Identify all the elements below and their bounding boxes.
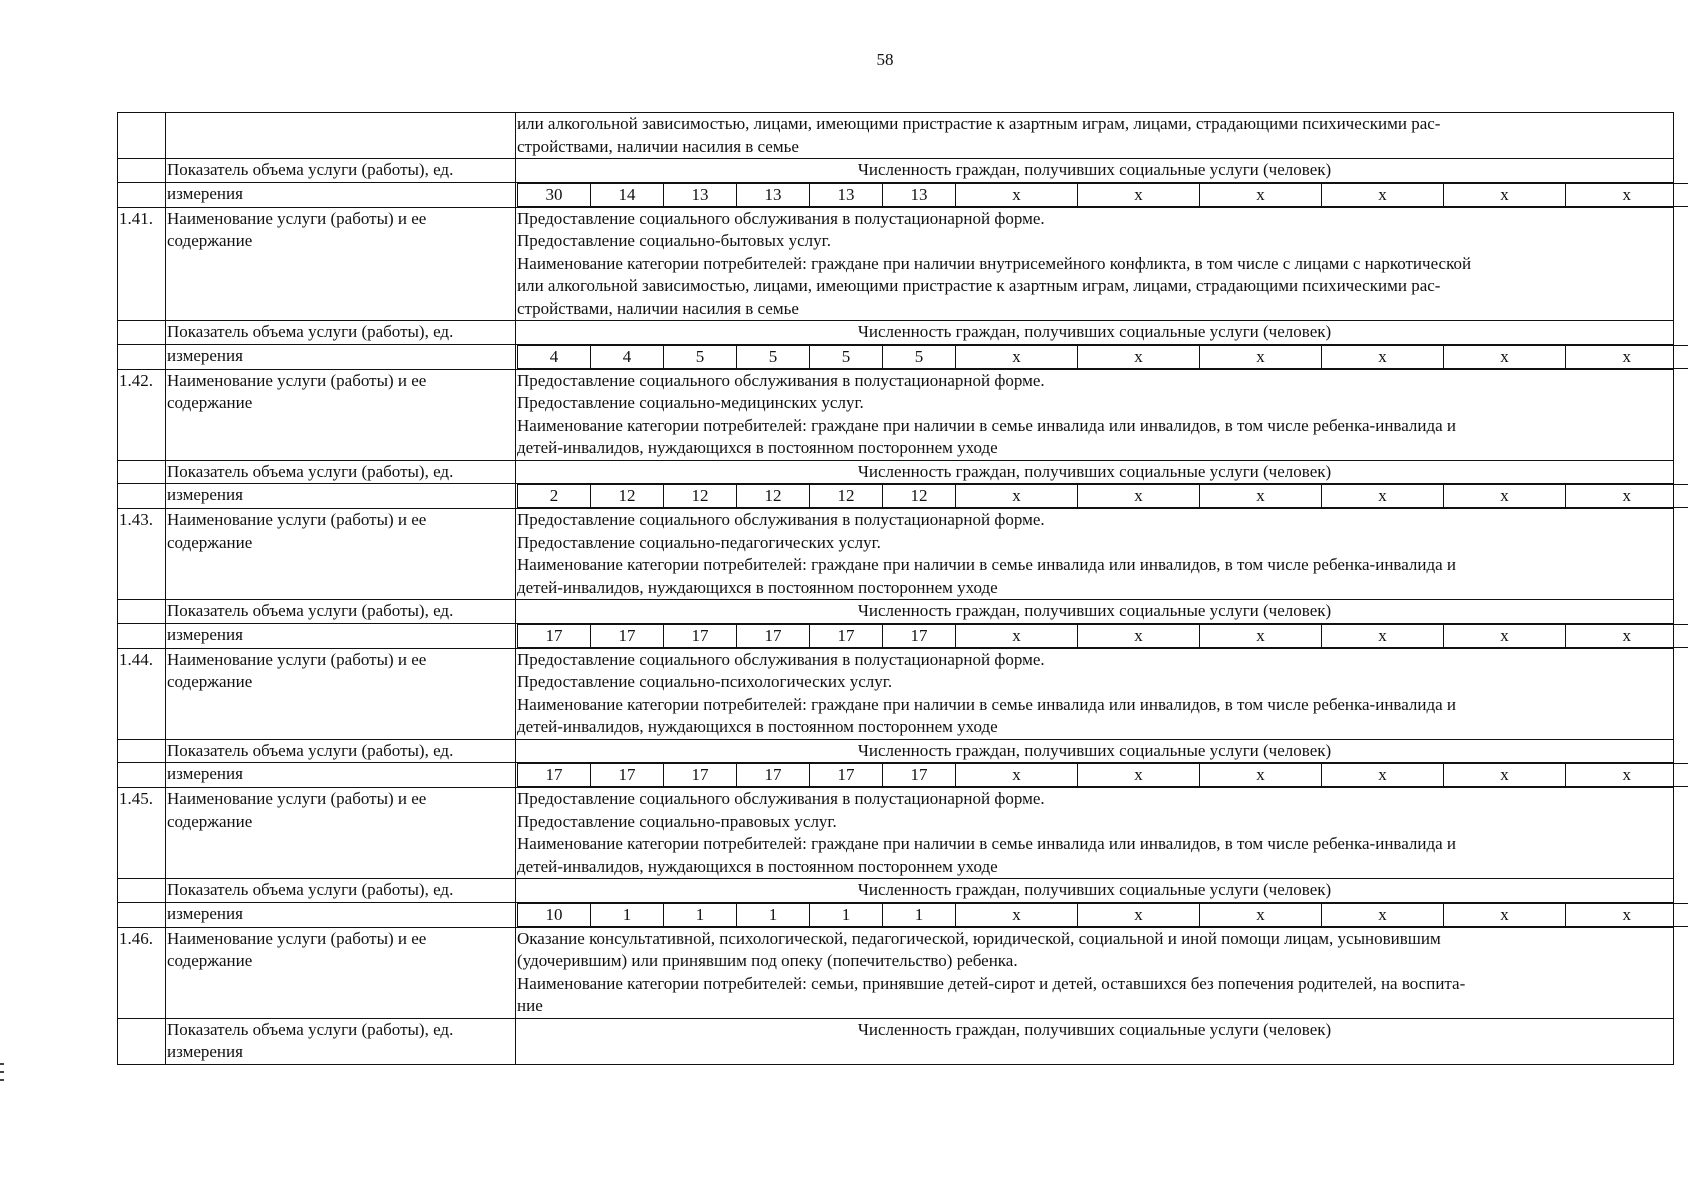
content-line: или алкогольной зависимостью, лицами, имеющими пристрастие к азартным играм, лицами, страдающими психическими рас- — [517, 276, 1441, 295]
item-number: 1.46. — [118, 927, 166, 1018]
value-cell: 4 — [518, 345, 591, 368]
indicator-label-cont — [166, 623, 516, 648]
value-cell: х — [1566, 764, 1688, 787]
service-row — [118, 369, 1674, 460]
indicator-value-text — [516, 460, 1674, 484]
values-cell — [516, 182, 1674, 207]
service-row — [118, 648, 1674, 739]
value-cell: 13 — [810, 183, 883, 206]
indicator-label — [166, 159, 516, 183]
values-row — [517, 624, 1688, 648]
content-line: Предоставление социального обслуживания в полустационарной форме. — [517, 789, 1045, 808]
indicator-value-text — [516, 879, 1674, 903]
value-cell: х — [1078, 485, 1200, 508]
service-name-label — [166, 648, 516, 739]
content-line: Предоставление социально-бытовых услуг. — [517, 231, 831, 250]
empty-cell — [118, 739, 166, 763]
margin-mark — [0, 1071, 4, 1073]
indicator-text: Численность граждан, получивших социальные услуги (человек) — [857, 461, 1332, 481]
content-line: Предоставление социально-медицинских услуг. — [517, 393, 864, 412]
values-row — [517, 763, 1688, 787]
empty-cell — [118, 321, 166, 345]
name-label-line: содержание — [167, 672, 253, 691]
value-cell: х — [1566, 183, 1688, 206]
service-row — [118, 927, 1674, 1018]
value-cell: х — [1078, 764, 1200, 787]
content-line: детей-инвалидов, нуждающихся в постоянном постороннем уходе — [517, 717, 998, 736]
indicator-label — [166, 600, 516, 624]
name-label-line: содержание — [167, 951, 253, 970]
indicator-value-text — [516, 1018, 1674, 1064]
value-cell: 17 — [737, 764, 810, 787]
value-cell: 10 — [518, 903, 591, 926]
service-name-label — [166, 927, 516, 1018]
indicator-row — [118, 1018, 1674, 1064]
value-cell: 17 — [518, 764, 591, 787]
value-cell: 17 — [518, 624, 591, 647]
item-number: 1.43. — [118, 509, 166, 600]
value-cell: 13 — [883, 183, 956, 206]
indicator-label-line: Показатель объема услуги (работы), ед. — [167, 740, 454, 760]
value-cell: х — [1200, 624, 1322, 647]
margin-mark — [0, 1079, 4, 1081]
name-label-line: Наименование услуги (работы) и ее — [167, 649, 427, 669]
indicator-label-line: измерения — [167, 624, 243, 644]
service-content — [516, 207, 1674, 321]
indicator-row — [118, 739, 1674, 763]
value-cell: х — [956, 903, 1078, 926]
name-label-line: содержание — [167, 393, 253, 412]
indicator-label-line: Показатель объема услуги (работы), ед. — [167, 1019, 454, 1039]
empty-cell — [118, 113, 166, 159]
value-cell: х — [1200, 764, 1322, 787]
value-cell: 12 — [810, 485, 883, 508]
value-cell: 1 — [737, 903, 810, 926]
indicator-label-cont — [166, 763, 516, 788]
indicator-label-line: Показатель объема услуги (работы), ед. — [167, 880, 454, 899]
value-cell: х — [1566, 624, 1688, 647]
value-cell: 5 — [883, 345, 956, 368]
item-number: 1.41. — [118, 207, 166, 321]
value-cell: х — [1322, 764, 1444, 787]
page-number: 58 — [876, 50, 894, 69]
value-cell: х — [1322, 624, 1444, 647]
name-label-line: содержание — [167, 811, 253, 831]
service-row — [118, 509, 1674, 600]
indicator-label-cont — [166, 344, 516, 369]
content-line: Предоставление социального обслуживания в полустационарной форме. — [517, 510, 1045, 529]
values-table-row — [118, 623, 1674, 648]
content-line: Наименование категории потребителей: граждане при наличии в семье инвалида или инвалидов, в том числе ребенка-инвалида и — [517, 555, 1457, 574]
indicator-value-text — [516, 600, 1674, 624]
value-cell: 17 — [664, 764, 737, 787]
name-label-line: Наименование услуги (работы) и ее — [167, 370, 427, 390]
value-cell: 17 — [737, 624, 810, 647]
indicator-value-text — [516, 321, 1674, 345]
indicator-text: Численность граждан, получивших социальные услуги (человек) — [857, 740, 1332, 760]
values-cell — [516, 763, 1674, 788]
service-name-label — [166, 369, 516, 460]
indicator-label-line: измерения — [167, 1042, 243, 1061]
value-cell: х — [1444, 764, 1566, 787]
content-line: детей-инвалидов, нуждающихся в постоянном постороннем уходе — [517, 856, 998, 876]
value-cell: х — [1322, 485, 1444, 508]
value-cell: 17 — [883, 764, 956, 787]
indicator-label — [166, 321, 516, 345]
values-table-row — [118, 902, 1674, 927]
indicator-label-line: измерения — [167, 485, 243, 504]
empty-cell — [118, 159, 166, 183]
content-line: Наименование категории потребителей: граждане при наличии в семье инвалида или инвалидов, в том числе ребенка-инвалида и — [517, 834, 1457, 853]
values-row — [517, 903, 1688, 927]
values-table-row — [118, 182, 1674, 207]
indicator-label — [166, 739, 516, 763]
values-cell — [516, 623, 1674, 648]
value-cell: 12 — [737, 485, 810, 508]
value-cell: х — [1078, 624, 1200, 647]
item-number: 1.42. — [118, 369, 166, 460]
value-cell: х — [956, 345, 1078, 368]
values-cell — [516, 902, 1674, 927]
empty-cell — [118, 460, 166, 484]
service-content — [516, 788, 1674, 879]
indicator-label-line: измерения — [167, 183, 243, 203]
indicator-text: Численность граждан, получивших социальные услуги (человек) — [857, 1019, 1332, 1039]
name-label-line: Наименование услуги (работы) и ее — [167, 789, 427, 808]
indicator-label-line: Показатель объема услуги (работы), ед. — [167, 601, 454, 620]
continuation-content — [516, 113, 1674, 159]
service-content — [516, 509, 1674, 600]
indicator-row — [118, 321, 1674, 345]
empty-cell — [118, 182, 166, 207]
service-content — [516, 648, 1674, 739]
value-cell: 17 — [883, 624, 956, 647]
indicator-label-line: Показатель объема услуги (работы), ед. — [167, 461, 454, 481]
content-line: Предоставление социального обслуживания в полустационарной форме. — [517, 370, 1045, 390]
empty-cell — [118, 623, 166, 648]
content-line: детей-инвалидов, нуждающихся в постоянном постороннем уходе — [517, 577, 998, 597]
value-cell: 17 — [591, 624, 664, 647]
margin-mark — [0, 1063, 4, 1065]
empty-cell — [118, 879, 166, 903]
indicator-row — [118, 159, 1674, 183]
values-row — [517, 484, 1688, 508]
indicator-label-line: измерения — [167, 903, 243, 923]
value-cell: х — [1444, 624, 1566, 647]
indicator-text: Численность граждан, получивших социальные услуги (человек) — [857, 322, 1332, 341]
value-cell: 4 — [591, 345, 664, 368]
indicator-label-line: измерения — [167, 345, 243, 365]
value-cell: 30 — [518, 183, 591, 206]
indicator-value-text — [516, 159, 1674, 183]
continuation-row — [118, 113, 1674, 159]
value-cell: х — [1444, 903, 1566, 926]
value-cell: х — [1200, 183, 1322, 206]
value-cell: х — [956, 624, 1078, 647]
value-cell: 1 — [591, 903, 664, 926]
service-content — [516, 369, 1674, 460]
values-table-row — [118, 484, 1674, 509]
value-cell: 12 — [664, 485, 737, 508]
service-name-label — [166, 788, 516, 879]
empty-cell — [118, 600, 166, 624]
name-label-line: Наименование услуги (работы) и ее — [167, 928, 427, 948]
empty-cell — [118, 902, 166, 927]
name-label-line: Наименование услуги (работы) и ее — [167, 208, 427, 228]
empty-cell — [118, 1018, 166, 1064]
content-line: или алкогольной зависимостью, лицами, имеющими пристрастие к азартным играм, лицами, страдающими психическими рас- — [517, 114, 1441, 133]
service-name-label — [166, 207, 516, 321]
indicator-label-cont — [166, 182, 516, 207]
indicator-label — [166, 879, 516, 903]
indicator-text: Численность граждан, получивших социальные услуги (человек) — [857, 601, 1332, 620]
value-cell: х — [956, 764, 1078, 787]
value-cell: х — [956, 485, 1078, 508]
value-cell: 2 — [518, 485, 591, 508]
content-line: стройствами, наличии насилия в семье — [517, 136, 799, 156]
value-cell: 5 — [810, 345, 883, 368]
empty-cell — [118, 763, 166, 788]
name-label-line: содержание — [167, 532, 253, 552]
value-cell: 12 — [883, 485, 956, 508]
content-line: Оказание консультативной, психологической, педагогической, юридической, социальной и иной помощи лицам, усыновившим — [517, 928, 1441, 948]
name-label-line: Наименование услуги (работы) и ее — [167, 510, 427, 529]
indicator-label-line: Показатель объема услуги (работы), ед. — [167, 160, 454, 179]
content-line: Предоставление социального обслуживания в полустационарной форме. — [517, 208, 1045, 228]
value-cell: 1 — [883, 903, 956, 926]
value-cell: 5 — [737, 345, 810, 368]
value-cell: х — [1566, 485, 1688, 508]
content-line: Наименование категории потребителей: граждане при наличии в семье инвалида или инвалидов, в том числе ребенка-инвалида и — [517, 694, 1457, 714]
value-cell: х — [1322, 345, 1444, 368]
value-cell: х — [1444, 345, 1566, 368]
value-cell: х — [1444, 485, 1566, 508]
indicator-label-cont — [166, 902, 516, 927]
value-cell: х — [1566, 903, 1688, 926]
indicator-label — [166, 460, 516, 484]
value-cell: 13 — [664, 183, 737, 206]
indicator-text: Численность граждан, получивших социальные услуги (человек) — [857, 160, 1332, 179]
value-cell: х — [1078, 345, 1200, 368]
indicator-row — [118, 879, 1674, 903]
indicator-row — [118, 460, 1674, 484]
service-name-label — [166, 509, 516, 600]
value-cell: 17 — [810, 624, 883, 647]
value-cell: х — [1200, 345, 1322, 368]
value-cell: 1 — [664, 903, 737, 926]
indicator-label-cont — [166, 484, 516, 509]
value-cell: 14 — [591, 183, 664, 206]
value-cell: 1 — [810, 903, 883, 926]
service-content — [516, 927, 1674, 1018]
value-cell: 12 — [591, 485, 664, 508]
content-line: ние — [517, 996, 543, 1015]
service-row — [118, 207, 1674, 321]
content-line: детей-инвалидов, нуждающихся в постоянном постороннем уходе — [517, 438, 998, 457]
value-cell: 17 — [810, 764, 883, 787]
value-cell: х — [1322, 903, 1444, 926]
value-cell: 5 — [664, 345, 737, 368]
indicator-value-text — [516, 739, 1674, 763]
empty-cell — [118, 484, 166, 509]
value-cell: х — [1444, 183, 1566, 206]
content-line: Предоставление социального обслуживания в полустационарной форме. — [517, 649, 1045, 669]
service-row — [118, 788, 1674, 879]
indicator-label — [166, 1018, 516, 1064]
item-number: 1.45. — [118, 788, 166, 879]
indicator-text: Численность граждан, получивших социальные услуги (человек) — [857, 880, 1332, 899]
indicator-row — [118, 600, 1674, 624]
empty-cell — [118, 344, 166, 369]
content-line: Наименование категории потребителей: граждане при наличии в семье инвалида или инвалидов, в том числе ребенка-инвалида и — [517, 415, 1457, 435]
empty-cell — [166, 113, 516, 159]
value-cell: х — [956, 183, 1078, 206]
values-table-row — [118, 344, 1674, 369]
values-cell — [516, 344, 1674, 369]
value-cell: х — [1078, 183, 1200, 206]
values-row — [517, 345, 1688, 369]
value-cell: 17 — [591, 764, 664, 787]
values-row — [517, 183, 1688, 207]
values-cell — [516, 484, 1674, 509]
content-line: Предоставление социально-правовых услуг. — [517, 811, 837, 831]
content-line: (удочерившим) или принявшим под опеку (попечительство) ребенка. — [517, 951, 1018, 970]
value-cell: 17 — [664, 624, 737, 647]
values-table-row — [118, 763, 1674, 788]
value-cell: х — [1078, 903, 1200, 926]
value-cell: х — [1200, 485, 1322, 508]
value-cell: х — [1200, 903, 1322, 926]
value-cell: 13 — [737, 183, 810, 206]
name-label-line: содержание — [167, 231, 253, 250]
indicator-label-line: Показатель объема услуги (работы), ед. — [167, 322, 454, 341]
value-cell: х — [1566, 345, 1688, 368]
content-line: Наименование категории потребителей: семьи, принявшие детей-сирот и детей, оставшихся без попечения родителей, на воспита- — [517, 973, 1466, 993]
content-line: стройствами, наличии насилия в семье — [517, 298, 799, 318]
item-number: 1.44. — [118, 648, 166, 739]
value-cell: х — [1322, 183, 1444, 206]
content-line: Наименование категории потребителей: граждане при наличии внутрисемейного конфликта, в том числе с лицами с наркотической — [517, 253, 1472, 273]
content-line: Предоставление социально-психологических услуг. — [517, 672, 893, 691]
services-table — [117, 112, 1674, 1065]
content-line: Предоставление социально-педагогических услуг. — [517, 532, 881, 552]
indicator-label-line: измерения — [167, 764, 243, 783]
